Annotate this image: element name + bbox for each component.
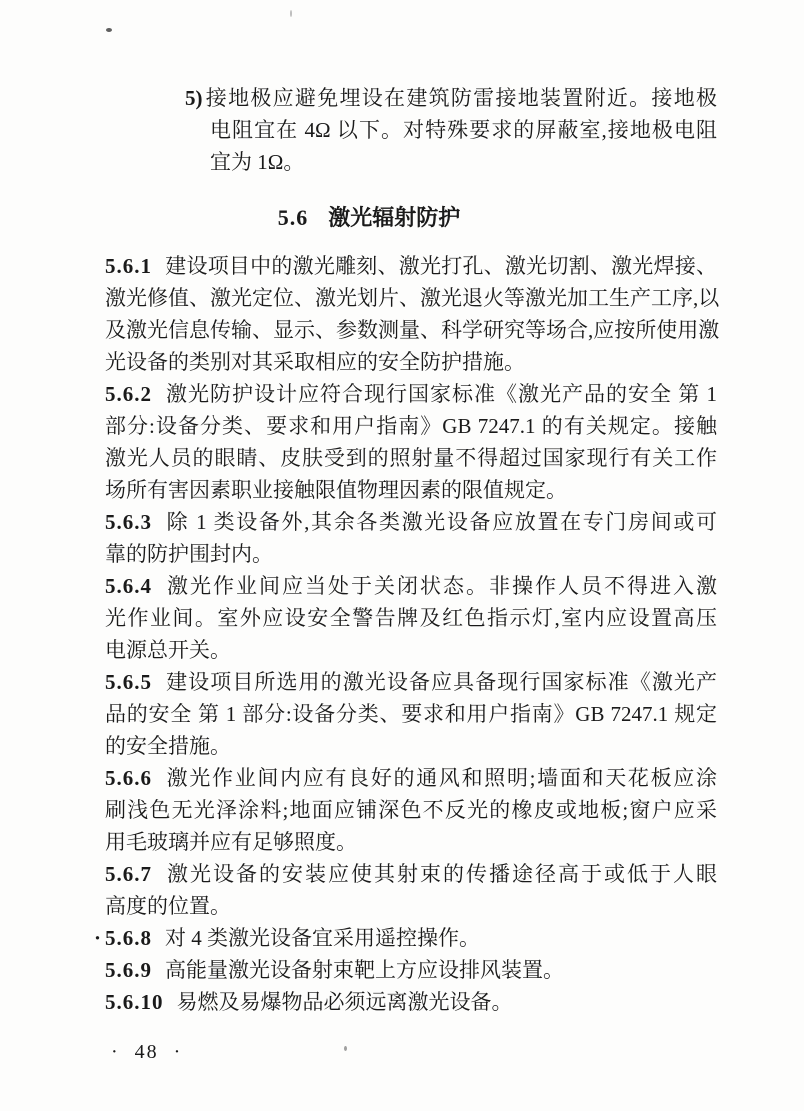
- clause-number: 5.6.5: [105, 670, 152, 694]
- clause-text: 易燃及易爆物品必须远离激光设备。: [176, 990, 513, 1014]
- clause-text: 激光作业间应当处于关闭状态。非操作人员不得进入激: [165, 574, 717, 598]
- list-item-text: 接地极应避免埋设在建筑防雷接地装置附近。接地极: [204, 86, 717, 110]
- clause-5-6-6: [105, 762, 717, 858]
- text-line: [105, 986, 717, 1018]
- text-line: [105, 506, 717, 538]
- text-line: 高度的位置。: [105, 894, 231, 918]
- text-line: [105, 858, 717, 890]
- clause-text: 激光防护设计应符合现行国家标准《激光产品的安全 第 1: [165, 382, 717, 406]
- clause-5-6-8: [94, 922, 717, 954]
- section-title: 激光辐射防护: [328, 205, 461, 230]
- clause-number: 5.6.6: [105, 766, 152, 790]
- text-line: 电阻宜在 4Ω 以下。对特殊要求的屏蔽室,接地极电阻: [210, 118, 717, 142]
- clause-5-6-1: [105, 250, 720, 378]
- clause-text: 建设项目所选用的激光设备应具备现行国家标准《激光产: [165, 670, 717, 694]
- text-line: 品的安全 第 1 部分:设备分类、要求和用户指南》GB 7247.1 规定: [105, 702, 717, 726]
- text-line: [185, 82, 717, 114]
- list-item-number: 5): [185, 86, 203, 110]
- text-line: 的安全措施。: [105, 734, 231, 758]
- text-line: 光作业间。室外应设安全警告牌及红色指示灯,室内应设置高压: [105, 606, 717, 630]
- section-number: 5.6: [277, 205, 309, 230]
- clause-number: 5.6.10: [105, 990, 164, 1014]
- scan-artifact-dot: ·: [94, 926, 102, 950]
- clause-text: 建设项目中的激光雕刻、激光打孔、激光切割、激光焊接、: [165, 254, 717, 278]
- text-line: 部分:设备分类、要求和用户指南》GB 7247.1 的有关规定。接触: [105, 414, 717, 438]
- text-line: [105, 250, 717, 282]
- text-line: 用毛玻璃并应有足够照度。: [105, 830, 357, 854]
- clause-text: 对 4 类激光设备宜采用遥控操作。: [165, 926, 480, 950]
- section-heading: [63, 202, 675, 234]
- text-line: 场所有害因素职业接触限值物理因素的限值规定。: [105, 478, 567, 502]
- text-line: [105, 378, 717, 410]
- clause-number: 5.6.7: [105, 862, 152, 886]
- clause-5-6-10: [105, 986, 717, 1018]
- clause-number: 5.6.8: [105, 926, 152, 950]
- clause-5-6-2: [105, 378, 717, 506]
- clause-number: 5.6.2: [105, 382, 152, 406]
- text-line: 激光人员的眼睛、皮肤受到的照射量不得超过国家现行有关工作: [105, 446, 717, 470]
- clause-5-6-5: [105, 666, 717, 762]
- clause-number: 5.6.9: [105, 958, 152, 982]
- clause-text: 除 1 类设备外,其余各类激光设备应放置在专门房间或可: [165, 510, 717, 534]
- text-line: [105, 762, 717, 794]
- text-line: 激光修值、激光定位、激光划片、激光退火等激光加工生产工序,以: [105, 286, 720, 310]
- clause-number: 5.6.3: [105, 510, 152, 534]
- text-line: 光设备的类别对其采取相应的安全防护措施。: [105, 350, 525, 374]
- page-number: · 48 ·: [111, 1041, 183, 1063]
- clause-5-6-4: [105, 570, 717, 666]
- text-line: 电源总开关。: [105, 638, 231, 662]
- text-line: 及激光信息传输、显示、参数测量、科学研究等场合,应按所使用激: [105, 318, 720, 342]
- text-line: 靠的防护围封内。: [105, 542, 273, 566]
- clause-number: 5.6.1: [105, 254, 152, 278]
- text-line: 刷浅色无光泽涂料;地面应铺深色不反光的橡皮或地板;窗户应采: [105, 798, 717, 822]
- clause-5-6-9: [105, 954, 717, 986]
- list-item-5: [185, 82, 717, 178]
- text-line: [105, 666, 717, 698]
- clause-text: 高能量激光设备射束靶上方应设排风装置。: [165, 958, 564, 982]
- text-line: 宜为 1Ω。: [210, 150, 305, 174]
- text-line: [105, 954, 717, 986]
- clause-text: 激光设备的安装应使其射束的传播途径高于或低于人眼: [165, 862, 717, 886]
- clause-5-6-7: [105, 858, 717, 922]
- text-block: [94, 0, 720, 1066]
- clause-number: 5.6.4: [105, 574, 152, 598]
- clause-5-6-3: [105, 506, 717, 570]
- clause-list: [94, 250, 720, 1018]
- text-line: [105, 922, 717, 954]
- clause-text: 激光作业间内应有良好的通风和照明;墙面和天花板应涂: [165, 766, 717, 790]
- text-line: [105, 570, 717, 602]
